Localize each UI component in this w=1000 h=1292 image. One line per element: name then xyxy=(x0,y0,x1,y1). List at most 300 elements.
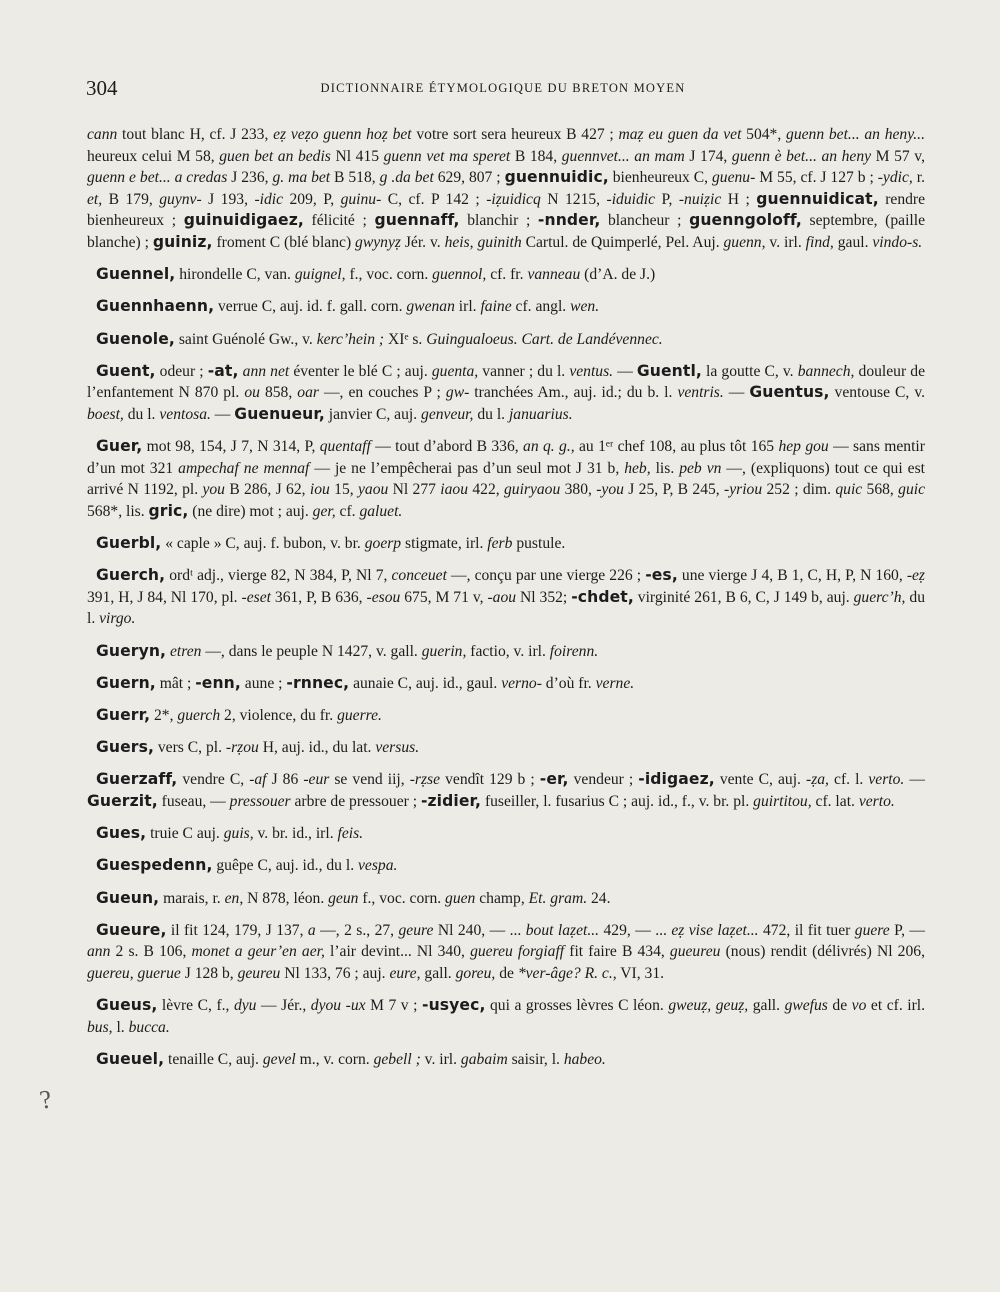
headword: -idigaez, xyxy=(638,770,715,789)
headword: Guentus, xyxy=(749,383,830,402)
headword: guennuidicat, xyxy=(756,189,879,208)
entry xyxy=(87,823,925,845)
text-segment: — xyxy=(613,362,637,380)
italic-text: ampechaf ne mennaf xyxy=(178,459,310,477)
italic-text: guynv- xyxy=(159,190,202,208)
text-segment: — sans mentir d’un mot 321 xyxy=(87,438,925,477)
text-segment: Nl 277 xyxy=(388,481,441,499)
text-segment: M 7 v ; xyxy=(365,997,422,1015)
entry xyxy=(87,264,925,286)
text-segment: 391, H, J 84, Nl 170, pl. xyxy=(87,588,242,606)
entry xyxy=(87,124,925,254)
italic-text: etren xyxy=(169,642,202,660)
headword: guennuidic, xyxy=(504,168,609,187)
headword: Gueure, xyxy=(96,920,167,939)
text-segment: 24. xyxy=(587,889,611,907)
italic-text: ger, xyxy=(312,502,336,520)
italic-text: en, xyxy=(224,889,244,907)
italic-text: guereu forgiaff xyxy=(470,943,565,961)
italic-text: verto. xyxy=(858,792,895,810)
italic-text: heis, guinith xyxy=(444,233,522,251)
headword: -zidier, xyxy=(420,791,482,810)
italic-text: guenta, xyxy=(431,362,479,380)
text-segment: 675, M 71 v, xyxy=(400,588,488,606)
italic-text: guignel, xyxy=(294,266,346,284)
text-segment: tenaille C, auj. xyxy=(164,1050,263,1068)
italic-text: Guingualoeus. Cart. de Landévennec. xyxy=(426,330,663,348)
italic-text: -iẓuidicq xyxy=(486,190,541,208)
headword: Gueus, xyxy=(96,996,158,1015)
italic-text: gweuẓ, geuẓ, xyxy=(668,997,749,1015)
text-segment: d’où fr. xyxy=(541,674,596,692)
italic-text: iou xyxy=(309,481,330,499)
italic-text: hep gou xyxy=(778,438,829,456)
text-segment: gall. xyxy=(420,964,456,982)
text-segment: au 1ᵉʳ chef 108, au plus tôt 165 xyxy=(574,438,779,456)
italic-text: an q. g., xyxy=(523,438,575,456)
italic-text: -iduidic xyxy=(606,190,656,208)
text-segment: bienheureux C, xyxy=(608,169,712,187)
italic-text: dyu xyxy=(233,997,257,1015)
text-segment: du l. xyxy=(473,405,509,423)
text-segment: pustule. xyxy=(512,535,566,553)
headword: guiniz, xyxy=(152,232,213,251)
text-segment: félicité ; xyxy=(303,212,375,230)
dictionary-entries xyxy=(87,124,925,1081)
italic-text: gwynyẓ xyxy=(355,233,401,251)
text-segment: — je ne l’empêcherai pas d’un seul mot J 31 b, xyxy=(309,459,625,477)
italic-text: g .da bet xyxy=(379,169,434,187)
text-segment: cf. xyxy=(335,502,360,520)
italic-text: heb, xyxy=(624,459,651,477)
text-segment: qui a grosses lèvres C léon. xyxy=(485,997,669,1015)
italic-text: -idic xyxy=(254,190,284,208)
entry xyxy=(87,737,925,759)
italic-text: -rẓou xyxy=(225,739,259,757)
headword: guennaff, xyxy=(374,211,460,230)
italic-text: gebell ; xyxy=(373,1050,421,1068)
text-segment: cf. angl. xyxy=(511,298,571,316)
text-segment: M 57 v, xyxy=(871,147,925,165)
italic-text: eẓ veẓo guenn hoẓ bet xyxy=(273,126,412,143)
entry xyxy=(87,641,925,663)
text-segment: douleur de l’enfantement N 870 pl. xyxy=(87,362,925,402)
entry xyxy=(87,855,925,877)
italic-text: habeo. xyxy=(563,1050,606,1068)
headword: gric, xyxy=(148,501,189,520)
entry xyxy=(87,565,925,630)
italic-text: -esou xyxy=(366,588,401,606)
text-segment: r. xyxy=(912,169,925,187)
italic-text: guinu- xyxy=(340,190,382,208)
text-segment: aune ; xyxy=(240,674,287,692)
text-segment: —, dans le peuple N 1427, v. gall. xyxy=(201,642,422,660)
headword: guinuidigaez, xyxy=(183,211,304,230)
headword: Guentl, xyxy=(636,361,702,380)
italic-text: feis. xyxy=(337,825,364,843)
entry xyxy=(87,995,925,1038)
text-segment: J 128 b, xyxy=(180,964,238,982)
headword: Guerch, xyxy=(96,566,166,585)
italic-text: guenn e bet... a credas xyxy=(87,169,228,187)
entry xyxy=(87,769,925,812)
text-segment: froment C (blé blanc) xyxy=(212,233,356,251)
italic-text: oar xyxy=(297,384,319,402)
text-segment: saint Guénolé Gw., v. xyxy=(174,330,317,348)
text-segment: marais, r. xyxy=(159,889,225,907)
text-segment: de xyxy=(827,997,852,1015)
entry xyxy=(87,533,925,555)
text-segment: (nous) rendit (délivrés) Nl 206, xyxy=(720,943,925,961)
text-segment: arbre de pressouer ; xyxy=(290,792,421,810)
text-segment: H, auj. id., du lat. xyxy=(258,739,376,757)
italic-text: Et. gram. xyxy=(528,889,588,907)
italic-text: find, xyxy=(805,233,834,251)
italic-text: -nuiẓic xyxy=(678,190,722,208)
italic-text: dyou -ux xyxy=(310,997,366,1015)
text-segment: vendre C, xyxy=(177,771,250,789)
text-segment: v. br. id., irl. xyxy=(253,825,338,843)
italic-text: ann xyxy=(87,943,111,961)
text-segment: du l. xyxy=(123,405,160,423)
text-segment: 380, xyxy=(560,481,597,499)
italic-text: ventus. xyxy=(569,362,614,380)
italic-text: geun xyxy=(328,889,359,907)
headword: -nnder, xyxy=(537,211,601,230)
entry xyxy=(87,436,925,522)
italic-text: gwefus xyxy=(784,997,828,1015)
text-segment: v. irl. xyxy=(420,1050,461,1068)
text-segment: v. irl. xyxy=(765,233,806,251)
text-segment: cf. lat. xyxy=(811,792,859,810)
italic-text: guenu- xyxy=(712,169,756,187)
text-segment: blancheur ; xyxy=(600,212,690,230)
italic-text: et, xyxy=(87,190,103,208)
text-segment: verrue C, auj. id. f. gall. corn. xyxy=(214,298,407,316)
text-segment: vendeur ; xyxy=(568,771,639,789)
text-segment: 209, P, xyxy=(283,190,341,208)
italic-text: you xyxy=(202,481,225,499)
page-number: 304 xyxy=(86,76,118,100)
italic-text: vo xyxy=(851,997,867,1015)
headword: Guerbl, xyxy=(96,534,162,553)
headword: Gues, xyxy=(96,824,147,843)
text-segment: champ, xyxy=(475,889,529,907)
italic-text: goreu, xyxy=(455,964,496,982)
entry xyxy=(87,329,925,351)
text-segment: mât ; xyxy=(155,674,196,692)
text-segment: de xyxy=(495,964,518,982)
text-segment: Nl 415 xyxy=(330,147,384,165)
text-segment: vendît 129 b ; xyxy=(440,771,540,789)
italic-text: guenn vet ma speret xyxy=(383,147,511,165)
text-segment: septembre, (paille blanche) ; xyxy=(87,212,926,251)
italic-text: -af xyxy=(249,771,267,789)
text-segment: cf. fr. xyxy=(486,266,528,284)
italic-text: guen bet an bedis xyxy=(219,147,331,165)
text-segment: J 86 xyxy=(266,771,304,789)
text-segment: truie C auj. xyxy=(146,825,224,843)
text-segment: 361, P, B 636, xyxy=(270,588,367,606)
italic-text: a xyxy=(307,921,316,939)
italic-text: verno- xyxy=(501,674,542,692)
headword: Guer, xyxy=(96,437,143,456)
italic-text: g. ma bet xyxy=(272,169,331,187)
text-segment: B 184, xyxy=(510,147,562,165)
italic-text: ventosa. xyxy=(159,405,211,423)
italic-text: geure xyxy=(398,921,434,939)
text-segment: J 236, xyxy=(227,169,273,187)
italic-text: ventris. xyxy=(677,384,724,402)
italic-text: wen. xyxy=(570,298,600,316)
text-segment: guêpe C, auj. id., du l. xyxy=(212,857,358,875)
italic-text: peb vn xyxy=(679,459,722,477)
italic-text: bucca. xyxy=(128,1018,170,1036)
italic-text: ou xyxy=(244,384,260,402)
text-segment: gaul. xyxy=(833,233,873,251)
italic-text: guerre. xyxy=(337,707,382,724)
italic-text: guerin, xyxy=(421,642,467,660)
text-segment: 472, il fit tuer xyxy=(758,921,855,939)
text-segment: l’air devint... Nl 340, xyxy=(324,943,471,961)
text-segment: cf. l. xyxy=(828,771,869,789)
margin-note: ? xyxy=(37,1084,54,1115)
text-segment: 858, xyxy=(259,384,298,402)
text-segment: gall. xyxy=(748,997,785,1015)
headword: Gueuel, xyxy=(96,1049,165,1068)
text-segment: 252 ; dim. xyxy=(762,481,836,499)
text-segment: Cartul. de Quimperlé, Pel. Auj. xyxy=(521,233,724,251)
headword: Guern, xyxy=(96,673,156,692)
text-segment: et cf. irl. xyxy=(866,997,925,1015)
italic-text: guic xyxy=(898,481,926,499)
text-segment: N 878, léon. xyxy=(243,889,329,907)
italic-text: guerc’h, xyxy=(853,588,906,606)
headword: Guerzaff, xyxy=(96,770,178,789)
text-segment: se vend iij, xyxy=(329,771,410,789)
text-segment: B 179, xyxy=(102,190,160,208)
entry xyxy=(87,673,925,695)
text-segment: —, 2 s., 27, xyxy=(315,921,399,939)
text-segment: une vierge J 4, B 1, C, H, P, N 160, xyxy=(677,567,907,585)
text-segment: — xyxy=(904,771,925,789)
text-segment: — Jér., xyxy=(256,997,311,1015)
italic-text: guen xyxy=(445,889,476,907)
text-segment: P, xyxy=(655,190,679,208)
text-segment: vanner ; du l. xyxy=(478,362,570,380)
italic-text: -yriou xyxy=(724,481,763,499)
text-segment: P, — xyxy=(889,921,925,939)
headword: -enn, xyxy=(195,673,241,692)
italic-text: iaou xyxy=(440,481,469,499)
text-segment: —, (expliquons) tout ce qui est arrivé N 1192, pl. xyxy=(87,459,925,499)
text-segment: fuseau, — xyxy=(157,792,230,810)
italic-text: foirenn. xyxy=(549,642,599,660)
italic-text: januarius. xyxy=(508,405,573,423)
text-segment: 504*, xyxy=(741,126,787,143)
text-segment: blanchir ; xyxy=(459,212,538,230)
entry xyxy=(87,296,925,318)
italic-text: -rẓse xyxy=(409,771,441,789)
italic-text: gwenan xyxy=(406,298,455,316)
text-segment: J 174, xyxy=(684,147,732,165)
text-segment: irl. xyxy=(454,298,481,316)
text-segment: 15, xyxy=(329,481,358,499)
text-segment: — tout d’abord B 336, xyxy=(370,438,524,456)
italic-text: guiryaou xyxy=(503,481,561,499)
headword: Guerr, xyxy=(96,706,151,724)
italic-text: yaou xyxy=(357,481,389,499)
text-segment: B 286, J 62, xyxy=(224,481,310,499)
text-segment: vers C, pl. xyxy=(153,739,226,757)
text-segment: hirondelle C, van. xyxy=(175,266,295,284)
text-segment: H ; xyxy=(721,190,757,208)
headword: Guerzit, xyxy=(87,791,158,810)
text-segment: du l. xyxy=(87,588,925,628)
italic-text: gueureu xyxy=(669,943,721,961)
italic-text: -ydic, xyxy=(877,169,913,187)
headword: Guent, xyxy=(96,361,156,380)
italic-text: guerch xyxy=(177,707,221,724)
text-segment: C, cf. P 142 ; xyxy=(381,190,487,208)
italic-text: vanneau xyxy=(527,266,581,284)
italic-text: versus. xyxy=(375,739,420,757)
text-segment: aunaie C, auj. id., gaul. xyxy=(349,674,502,692)
text-segment: (d’A. de J.) xyxy=(580,266,656,284)
text-segment: l. xyxy=(112,1018,129,1036)
text-segment: éventer le blé C ; auj. xyxy=(289,362,432,380)
text-segment: lèvre C, f., xyxy=(157,997,234,1015)
italic-text: guereu, guerue xyxy=(87,964,181,982)
text-segment: XIᵉ s. xyxy=(384,330,427,348)
headword: guenngoloff, xyxy=(689,211,802,230)
text-segment: —, conçu par une vierge 226 ; xyxy=(446,567,646,585)
italic-text: gabaim xyxy=(460,1050,508,1068)
italic-text: *ver-âge? R. c., xyxy=(517,964,617,982)
text-segment: votre sort sera heureux B 427 ; xyxy=(411,126,619,143)
italic-text: -aou xyxy=(487,588,517,606)
italic-text: eẓ vise laẓet... xyxy=(671,921,759,939)
entry xyxy=(87,705,925,727)
headword: -er, xyxy=(539,770,569,789)
headword: Guennel, xyxy=(96,265,176,284)
italic-text: guennol, xyxy=(432,266,487,284)
text-segment: ordᵗ adj., vierge 82, N 384, P, Nl 7, xyxy=(165,567,392,585)
italic-text: monet a geur’en aer, xyxy=(191,943,325,961)
italic-text: bout laẓet... xyxy=(525,921,600,939)
italic-text: bannech, xyxy=(797,362,855,380)
italic-text: guenn bet... an heny... xyxy=(786,126,925,143)
text-segment: N 1215, xyxy=(540,190,607,208)
headword: -chdet, xyxy=(571,587,634,606)
text-segment: fit faire B 434, xyxy=(564,943,670,961)
italic-text: genveur, xyxy=(421,405,474,423)
italic-text: gevel xyxy=(262,1050,296,1068)
text-segment: f., voc. corn. xyxy=(358,889,446,907)
italic-text: vindo-s. xyxy=(872,233,923,251)
italic-text: guennvet... an mam xyxy=(561,147,685,165)
text-segment: 429, — ... xyxy=(599,921,672,939)
text-segment: Nl 133, 76 ; auj. xyxy=(280,964,390,982)
italic-text: bus, xyxy=(87,1018,113,1036)
text-segment: J 25, P, B 245, xyxy=(623,481,725,499)
headword: Guespedenn, xyxy=(96,856,213,875)
text-segment: —, en couches P ; xyxy=(318,384,446,402)
text-segment: Nl 240, — ... xyxy=(433,921,526,939)
headword: Guennhaenn, xyxy=(96,297,215,316)
text-segment: mot 98, 154, J 7, N 314, P, xyxy=(142,438,320,456)
italic-text: guenn, xyxy=(723,233,766,251)
italic-text: cann xyxy=(87,126,118,143)
headword: Guers, xyxy=(96,738,154,757)
text-segment: 422, xyxy=(468,481,504,499)
italic-text: eure, xyxy=(389,964,421,982)
text-segment: VI, 31. xyxy=(616,964,665,982)
page-header xyxy=(86,76,920,100)
entry xyxy=(87,888,925,910)
text-segment: (ne dire) mot ; auj. xyxy=(188,502,313,520)
italic-text: guere xyxy=(854,921,890,939)
entry xyxy=(87,920,925,985)
text-segment: ventouse C, v. xyxy=(829,384,926,402)
text-segment: saisir, l. xyxy=(507,1050,564,1068)
italic-text: goerp xyxy=(364,535,402,553)
italic-text: -ẓa, xyxy=(806,771,829,789)
text-segment: factio, v. irl. xyxy=(466,642,550,660)
headword: -usyec, xyxy=(422,996,486,1015)
text-segment: — xyxy=(210,405,235,423)
italic-text: -you xyxy=(596,481,624,499)
headword: -at, xyxy=(207,361,239,380)
italic-text: conceuet xyxy=(391,567,447,585)
text-segment: — xyxy=(723,384,750,402)
italic-text: quic xyxy=(835,481,863,499)
italic-text: quentaff xyxy=(319,438,371,456)
entry xyxy=(87,1049,925,1071)
italic-text: geureu xyxy=(237,964,281,982)
text-segment: virginité 261, B 6, C, J 149 b, auj. xyxy=(633,588,854,606)
entry xyxy=(87,361,925,426)
text-segment: Jér. v. xyxy=(400,233,445,251)
text-segment: 568*, lis. xyxy=(87,502,149,520)
italic-text: guenn è bet... an heny xyxy=(731,147,872,165)
text-segment: M 55, cf. J 127 b ; xyxy=(755,169,878,187)
text-segment: B 518, xyxy=(330,169,380,187)
text-segment: 2 s. B 106, xyxy=(110,943,192,961)
text-segment: rendre bienheureux ; xyxy=(87,190,926,230)
text-segment: f., voc. corn. xyxy=(345,266,433,284)
text-segment: stigmate, irl. xyxy=(401,535,488,553)
italic-text: galuet. xyxy=(359,502,403,520)
text-segment: fuseiller, l. fusarius C ; auj. id., f., v. br. pl. xyxy=(481,792,754,810)
italic-text: gw- xyxy=(445,384,470,402)
text-segment: 629, 807 ; xyxy=(433,169,505,187)
italic-text: verne. xyxy=(595,674,635,692)
italic-text: ann net xyxy=(242,362,290,380)
text-segment: odeur ; xyxy=(155,362,208,380)
text-segment: tout blanc H, cf. J 233, xyxy=(117,126,274,143)
headword: Gueryn, xyxy=(96,641,167,660)
text-segment: J 193, xyxy=(201,190,255,208)
italic-text: pressouer xyxy=(229,792,291,810)
italic-text: vespa. xyxy=(358,857,398,875)
text-segment: heureux celui M 58, xyxy=(87,147,220,165)
italic-text: virgo. xyxy=(99,610,136,628)
text-segment: tranchées Am., auj. id.; du b. l. xyxy=(469,384,678,402)
text-segment: vente C, auj. xyxy=(714,771,806,789)
italic-text: ferb xyxy=(487,535,513,553)
italic-text: -eur xyxy=(303,771,330,789)
